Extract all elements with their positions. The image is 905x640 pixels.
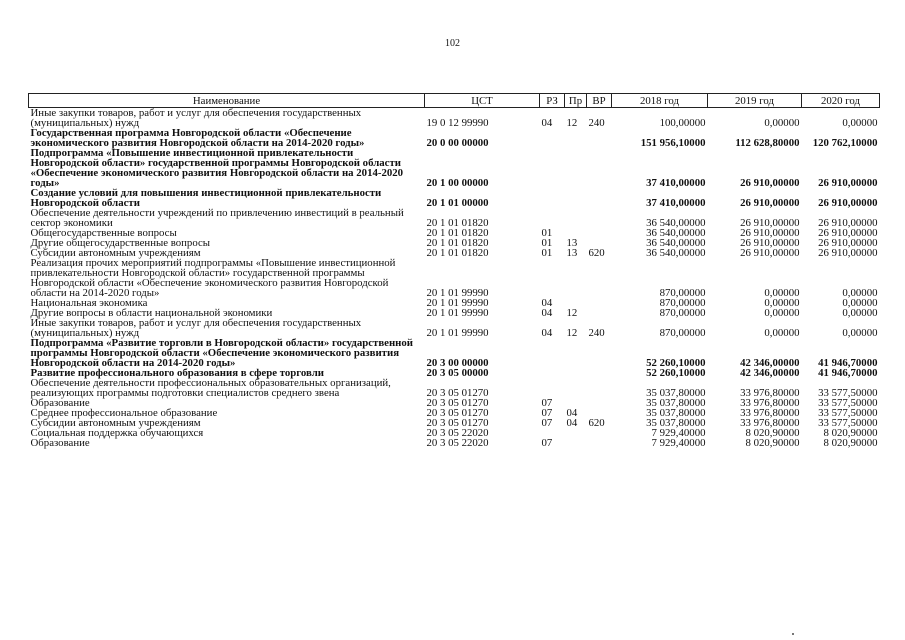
row-2018: 52 260,10000: [646, 357, 706, 369]
row-cst: 20 3 05 01270: [426, 407, 489, 419]
row-2020: 26 910,00000: [818, 177, 878, 189]
row-2020: 26 910,00000: [818, 217, 878, 229]
row-2019: 0,00000: [764, 307, 800, 319]
row-2019: 0,00000: [764, 327, 800, 339]
row-pr: 12: [566, 307, 578, 319]
row-pr: [565, 188, 587, 208]
row-pr: 13: [566, 237, 578, 249]
row-vr: [587, 148, 612, 188]
row-pr: 13: [566, 247, 578, 259]
row-name: Подпрограмма «Развитие торговли в Новгородской области» государственной программы Новгородской области «Обеспечение экономического развития Новгородской области на 2014-2020 годы»: [30, 337, 414, 369]
row-rz: 07: [541, 397, 553, 409]
row-cst: 20 1 01 99990: [426, 307, 489, 319]
row-rz: [540, 148, 565, 188]
row-name: Создание условий для повышения инвестиционной привлекательности Новгородской области: [30, 187, 382, 209]
row-cst: 20 1 01 01820: [426, 227, 489, 239]
row-2018: 7 929,40000: [651, 427, 706, 439]
row-2020: 0,00000: [842, 287, 878, 299]
row-2019: 0,00000: [764, 117, 800, 129]
row-2018: 870,00000: [659, 297, 706, 309]
row-name: Субсидии автономным учреждениям: [30, 417, 201, 429]
table-row: [29, 338, 880, 368]
table-row: [29, 108, 880, 129]
row-pr: [565, 428, 587, 438]
page-number: 102: [445, 38, 460, 49]
scan-mark: [792, 633, 794, 635]
row-2019: 26 910,00000: [740, 197, 800, 209]
row-cst: 20 1 01 00000: [426, 197, 489, 209]
row-2020: 26 910,00000: [818, 247, 878, 259]
row-vr: [587, 308, 612, 318]
row-pr: [565, 378, 587, 398]
row-vr: 240: [588, 327, 605, 339]
budget-table: [28, 93, 880, 448]
row-rz: 07: [541, 417, 553, 429]
row-cst: 20 1 01 99990: [426, 327, 489, 339]
row-rz: 07: [541, 407, 553, 419]
header-rz: РЗ: [540, 94, 565, 108]
row-cst: 20 3 05 22020: [426, 427, 489, 439]
row-pr: [565, 128, 587, 148]
row-pr: 12: [566, 327, 578, 339]
row-2020: 26 910,00000: [818, 237, 878, 249]
row-2019: 8 020,90000: [745, 427, 800, 439]
row-2018: 52 260,10000: [646, 367, 706, 379]
row-vr: [587, 428, 612, 438]
row-vr: [587, 258, 612, 298]
row-2019: 0,00000: [764, 297, 800, 309]
row-2019: 0,00000: [764, 287, 800, 299]
header-name: Наименование: [29, 94, 425, 108]
row-name: Другие общегосударственные вопросы: [30, 237, 211, 249]
row-rz: 04: [541, 327, 553, 339]
table-row: [29, 208, 880, 228]
row-2020: 26 910,00000: [818, 197, 878, 209]
row-2020: 41 946,70000: [818, 357, 878, 369]
row-cst: 20 3 05 01270: [426, 417, 489, 429]
row-cst: 20 1 00 00000: [426, 177, 489, 189]
row-2019: 26 910,00000: [740, 227, 800, 239]
row-2019: 33 976,80000: [740, 387, 800, 399]
row-2018: 100,00000: [659, 117, 706, 129]
row-vr: [587, 438, 612, 448]
row-cst: 20 3 05 22020: [426, 437, 489, 449]
row-pr: [565, 208, 587, 228]
row-2018: 151 956,10000: [640, 137, 706, 149]
row-2019: 33 976,80000: [740, 397, 800, 409]
row-pr: [565, 258, 587, 298]
row-name: Подпрограмма «Повышение инвестиционной привлекательности Новгородской области» государственной программы Новгородской области «Обеспечение экономического развития Новгородской области на 2014-2020 годы»: [30, 147, 404, 189]
row-2020: 120 762,10000: [812, 137, 878, 149]
row-rz: [540, 188, 565, 208]
row-rz: 04: [541, 307, 553, 319]
row-vr: [587, 208, 612, 228]
table-row: [29, 378, 880, 398]
row-name: Образование: [30, 397, 90, 409]
row-name: Обеспечение деятельности учреждений по привлечению инвестиций в реальный сектор экономики: [30, 207, 404, 229]
row-cst: 20 3 00 00000: [426, 357, 489, 369]
row-2020: 8 020,90000: [823, 427, 878, 439]
row-vr: [587, 188, 612, 208]
row-2019: 42 346,00000: [740, 367, 800, 379]
row-vr: [587, 298, 612, 308]
row-cst: 20 1 01 01820: [426, 247, 489, 259]
row-2018: 37 410,00000: [646, 197, 706, 209]
row-2018: 870,00000: [659, 287, 706, 299]
row-2018: 36 540,00000: [646, 247, 706, 259]
row-vr: 240: [588, 117, 605, 129]
row-vr: [587, 128, 612, 148]
header-2020: 2020 год: [802, 94, 880, 108]
row-2020: 41 946,70000: [818, 367, 878, 379]
row-name: Образование: [30, 437, 90, 449]
row-2018: 35 037,80000: [646, 417, 706, 429]
row-pr: [565, 148, 587, 188]
row-rz: 07: [541, 437, 553, 449]
row-rz: [540, 368, 565, 378]
header-row: [29, 94, 880, 108]
row-rz: [540, 128, 565, 148]
row-name: Национальная экономика: [30, 297, 148, 309]
row-2019: 42 346,00000: [740, 357, 800, 369]
row-name: Реализация прочих мероприятий подпрограммы «Повышение инвестиционной привлекательности Новгородской области» государственной программы Новгородской области «Обеспечение экономического развития Новгородской области на 2014-2020 годы»: [30, 257, 396, 299]
row-name: Иные закупки товаров, работ и услуг для обеспечения государственных (муниципальных) нужд: [30, 317, 362, 339]
header-2019: 2019 год: [708, 94, 802, 108]
row-rz: [540, 378, 565, 398]
row-cst: 19 0 12 99990: [426, 117, 489, 129]
row-cst: 20 1 01 99990: [426, 287, 489, 299]
row-2020: 26 910,00000: [818, 227, 878, 239]
table-row: [29, 318, 880, 338]
row-rz: [540, 208, 565, 228]
row-vr: 620: [588, 417, 605, 429]
row-cst: 20 3 05 01270: [426, 387, 489, 399]
row-2019: 26 910,00000: [740, 247, 800, 259]
row-2019: 8 020,90000: [745, 437, 800, 449]
row-rz: [540, 338, 565, 368]
row-2018: 870,00000: [659, 307, 706, 319]
row-pr: 04: [566, 407, 578, 419]
row-2019: 33 976,80000: [740, 417, 800, 429]
row-name: Развитие профессионального образования в сфере торговли: [30, 367, 325, 379]
row-2019: 26 910,00000: [740, 177, 800, 189]
table-row: [29, 438, 880, 448]
row-name: Другие вопросы в области национальной экономики: [30, 307, 273, 319]
row-vr: 620: [588, 247, 605, 259]
row-vr: [587, 338, 612, 368]
row-2018: 36 540,00000: [646, 217, 706, 229]
row-name: Государственная программа Новгородской области «Обеспечение экономического развития Новгородской области на 2014-2020 годы»: [30, 127, 365, 149]
row-cst: 20 3 05 00000: [426, 367, 489, 379]
row-2019: 26 910,00000: [740, 237, 800, 249]
row-pr: 12: [566, 117, 578, 129]
row-2020: 0,00000: [842, 297, 878, 309]
row-rz: 01: [541, 227, 553, 239]
row-rz: 01: [541, 247, 553, 259]
row-cst: 20 1 01 01820: [426, 237, 489, 249]
row-pr: [565, 368, 587, 378]
header-pr: Пр: [565, 94, 587, 108]
row-2018: 36 540,00000: [646, 227, 706, 239]
row-pr: [565, 438, 587, 448]
row-cst: 20 1 01 99990: [426, 297, 489, 309]
row-pr: 04: [566, 417, 578, 429]
row-rz: 04: [541, 117, 553, 129]
row-vr: [587, 398, 612, 408]
table-body: [29, 108, 880, 449]
row-2018: 7 929,40000: [651, 437, 706, 449]
row-vr: [587, 228, 612, 238]
row-2018: 37 410,00000: [646, 177, 706, 189]
row-vr: [587, 378, 612, 398]
header-2018: 2018 год: [612, 94, 708, 108]
header-cst: ЦСТ: [425, 94, 540, 108]
row-2020: 33 577,50000: [818, 407, 878, 419]
row-rz: [540, 258, 565, 298]
row-2018: 870,00000: [659, 327, 706, 339]
row-rz: 04: [541, 297, 553, 309]
row-2018: 35 037,80000: [646, 397, 706, 409]
row-2020: 33 577,50000: [818, 417, 878, 429]
row-cst: 20 1 01 01820: [426, 217, 489, 229]
row-2018: 36 540,00000: [646, 237, 706, 249]
row-2020: 0,00000: [842, 117, 878, 129]
table-row: [29, 188, 880, 208]
row-2020: 0,00000: [842, 327, 878, 339]
row-2020: 33 577,50000: [818, 387, 878, 399]
row-name: Иные закупки товаров, работ и услуг для обеспечения государственных (муниципальных) нужд: [30, 107, 362, 129]
table-header: [29, 94, 880, 108]
row-2018: 35 037,80000: [646, 387, 706, 399]
row-2018: 35 037,80000: [646, 407, 706, 419]
table-row: [29, 258, 880, 298]
row-name: Социальная поддержка обучающихся: [30, 427, 204, 439]
row-name: Общегосударственные вопросы: [30, 227, 177, 239]
row-2020: 33 577,50000: [818, 397, 878, 409]
row-2020: 8 020,90000: [823, 437, 878, 449]
row-name: Субсидии автономным учреждениям: [30, 247, 201, 259]
row-2020: 0,00000: [842, 307, 878, 319]
row-name: Среднее профессиональное образование: [30, 407, 218, 419]
table-row: [29, 148, 880, 188]
table-row: [29, 128, 880, 148]
row-2019: 33 976,80000: [740, 407, 800, 419]
row-cst: 20 0 00 00000: [426, 137, 489, 149]
row-vr: [587, 368, 612, 378]
row-2019: 26 910,00000: [740, 217, 800, 229]
row-pr: [565, 338, 587, 368]
row-cst: 20 3 05 01270: [426, 397, 489, 409]
header-vr: ВР: [587, 94, 612, 108]
row-name: Обеспечение деятельности профессиональных образовательных организаций, реализующих программы подготовки специалистов среднего звена: [30, 377, 391, 399]
row-rz: 01: [541, 237, 553, 249]
row-2019: 112 628,80000: [735, 137, 800, 149]
